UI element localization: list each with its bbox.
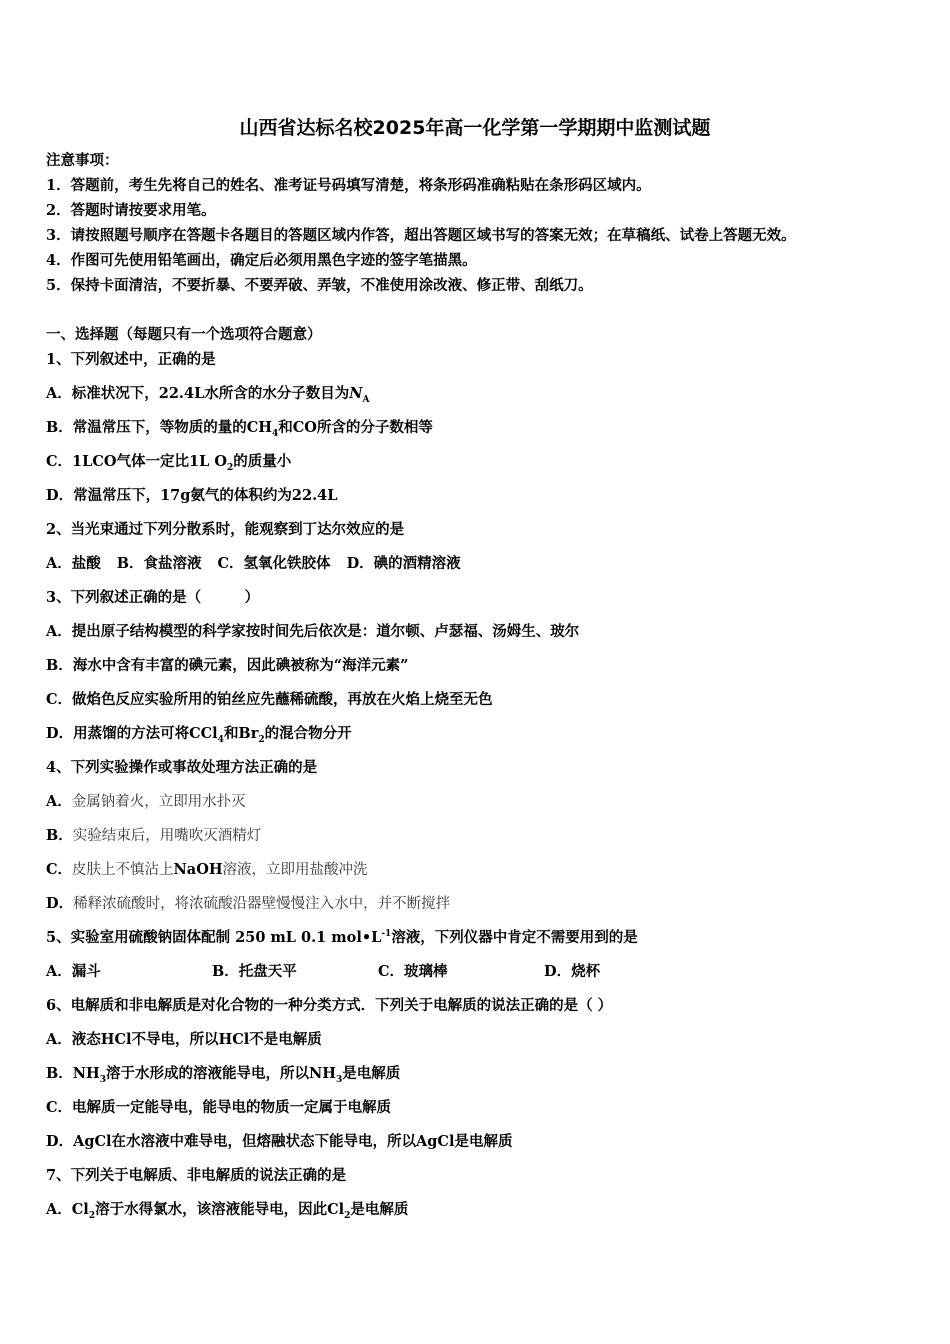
question-6-stem: 6、电解质和非电解质是对化合物的一种分类方式．下列关于电解质的说法正确的是（ ） [46,997,613,1014]
notice-item: 3．请按照题号顺序在答题卡各题目的答题区域内作答，超出答题区域书写的答案无效；在草稿纸、试卷上答题无效。 [46,227,796,244]
question-4-option-c: C．皮肤上不慎沾上NaOH溶液，立即用盐酸冲洗 [46,861,368,878]
notice-item: 5．保持卡面清洁，不要折暴、不要弄破、弄皱，不准使用涂改液、修正带、刮纸刀。 [46,277,593,294]
question-3-option-d: D．用蒸馏的方法可将CCl$_4$和$Br_2$的混合物分开 [46,725,352,745]
question-5-option-a: A．漏斗 [46,963,101,980]
question-6-option-b: B．$NH_3$溶于水形成的溶液能导电，所以$NH_3$是电解质 [46,1065,401,1085]
section-heading: 一、选择题（每题只有一个选项符合题意） [46,326,322,343]
question-3-stem: 3、下列叙述正确的是（ ） [46,589,260,606]
question-5-option-d: D．烧杯 [544,963,601,980]
question-1-option-b: B．常温常压下，等物质的量的$CH_4$和CO所含的分子数相等 [46,419,433,439]
question-2-option-d: D．碘的酒精溶液 [346,555,461,572]
question-6-option-d: D．AgCl在水溶液中难导电，但熔融状态下能导电，所以AgCl是电解质 [46,1133,513,1150]
question-4-option-d: D．稀释浓硫酸时，将浓硫酸沿器壁慢慢注入水中，并不断搅拌 [46,895,451,912]
notice-item: 4．作图可先使用铅笔画出，确定后必须用黑色字迹的签字笔描黑。 [46,252,477,269]
question-3-option-a: A．提出原子结构模型的科学家按时间先后依次是：道尔顿、卢瑟福、汤姆生、玻尔 [46,623,580,640]
question-2-option-b: B．食盐溶液 [116,555,202,572]
question-3-option-c: C．做焰色反应实验所用的铂丝应先蘸稀硫酸，再放在火焰上烧至无色 [46,691,493,708]
question-6-option-c: C．电解质一定能导电，能导电的物质一定属于电解质 [46,1099,392,1116]
question-5-option-b: B．托盘天平 [212,963,297,980]
notice-heading: 注意事项： [46,152,119,169]
question-2-option-a: A．盐酸 [46,555,101,572]
question-7-option-a: A．$Cl_2$溶于水得氯水，该溶液能导电，因此$Cl_2$是电解质 [46,1201,409,1221]
question-1-option-a: A．标准状况下，22.4L水所含的水分子数目为$N_A$ [46,385,370,405]
question-2-options [46,554,461,574]
question-2-stem: 2、当光束通过下列分散系时，能观察到丁达尔效应的是 [46,521,405,538]
question-6-option-a: A．液态HCl不导电，所以HCl不是电解质 [46,1031,322,1048]
question-1-stem: 1、下列叙述中，正确的是 [46,351,216,368]
question-1-option-c: C．1LCO气体一定比1L $O_2$的质量小 [46,453,292,473]
notice-item: 1．答题前，考生先将自己的姓名、准考证号码填写清楚，将条形码准确粘贴在条形码区域内。 [46,177,651,194]
question-2-option-c: C．氢氧化铁胶体 [217,555,331,572]
question-5-options [46,962,600,982]
question-7-stem: 7、下列关于电解质、非电解质的说法正确的是 [46,1167,347,1184]
question-5-option-c: C．玻璃棒 [378,963,448,980]
question-1-option-d: D．常温常压下，17g氨气的体积约为22.4L [46,487,338,504]
question-3-option-b: B．海水中含有丰富的碘元素，因此碘被称为“海洋元素” [46,657,409,674]
question-4-stem: 4、下列实验操作或事故处理方法正确的是 [46,759,318,776]
page-title: 山西省达标名校2025年高一化学第一学期期中监测试题 [239,117,711,139]
question-5-stem: 5、实验室用硫酸钠固体配制 250 mL 0.1 $mol•L^{-1}$溶液，下列仪器中肯定不需要用到的是 [46,929,638,946]
question-4-option-b: B．实验结束后，用嘴吹灭酒精灯 [46,827,262,844]
question-4-option-a: A．金属钠着火，立即用水扑灭 [46,793,246,810]
notice-item: 2．答题时请按要求用笔。 [46,202,216,219]
